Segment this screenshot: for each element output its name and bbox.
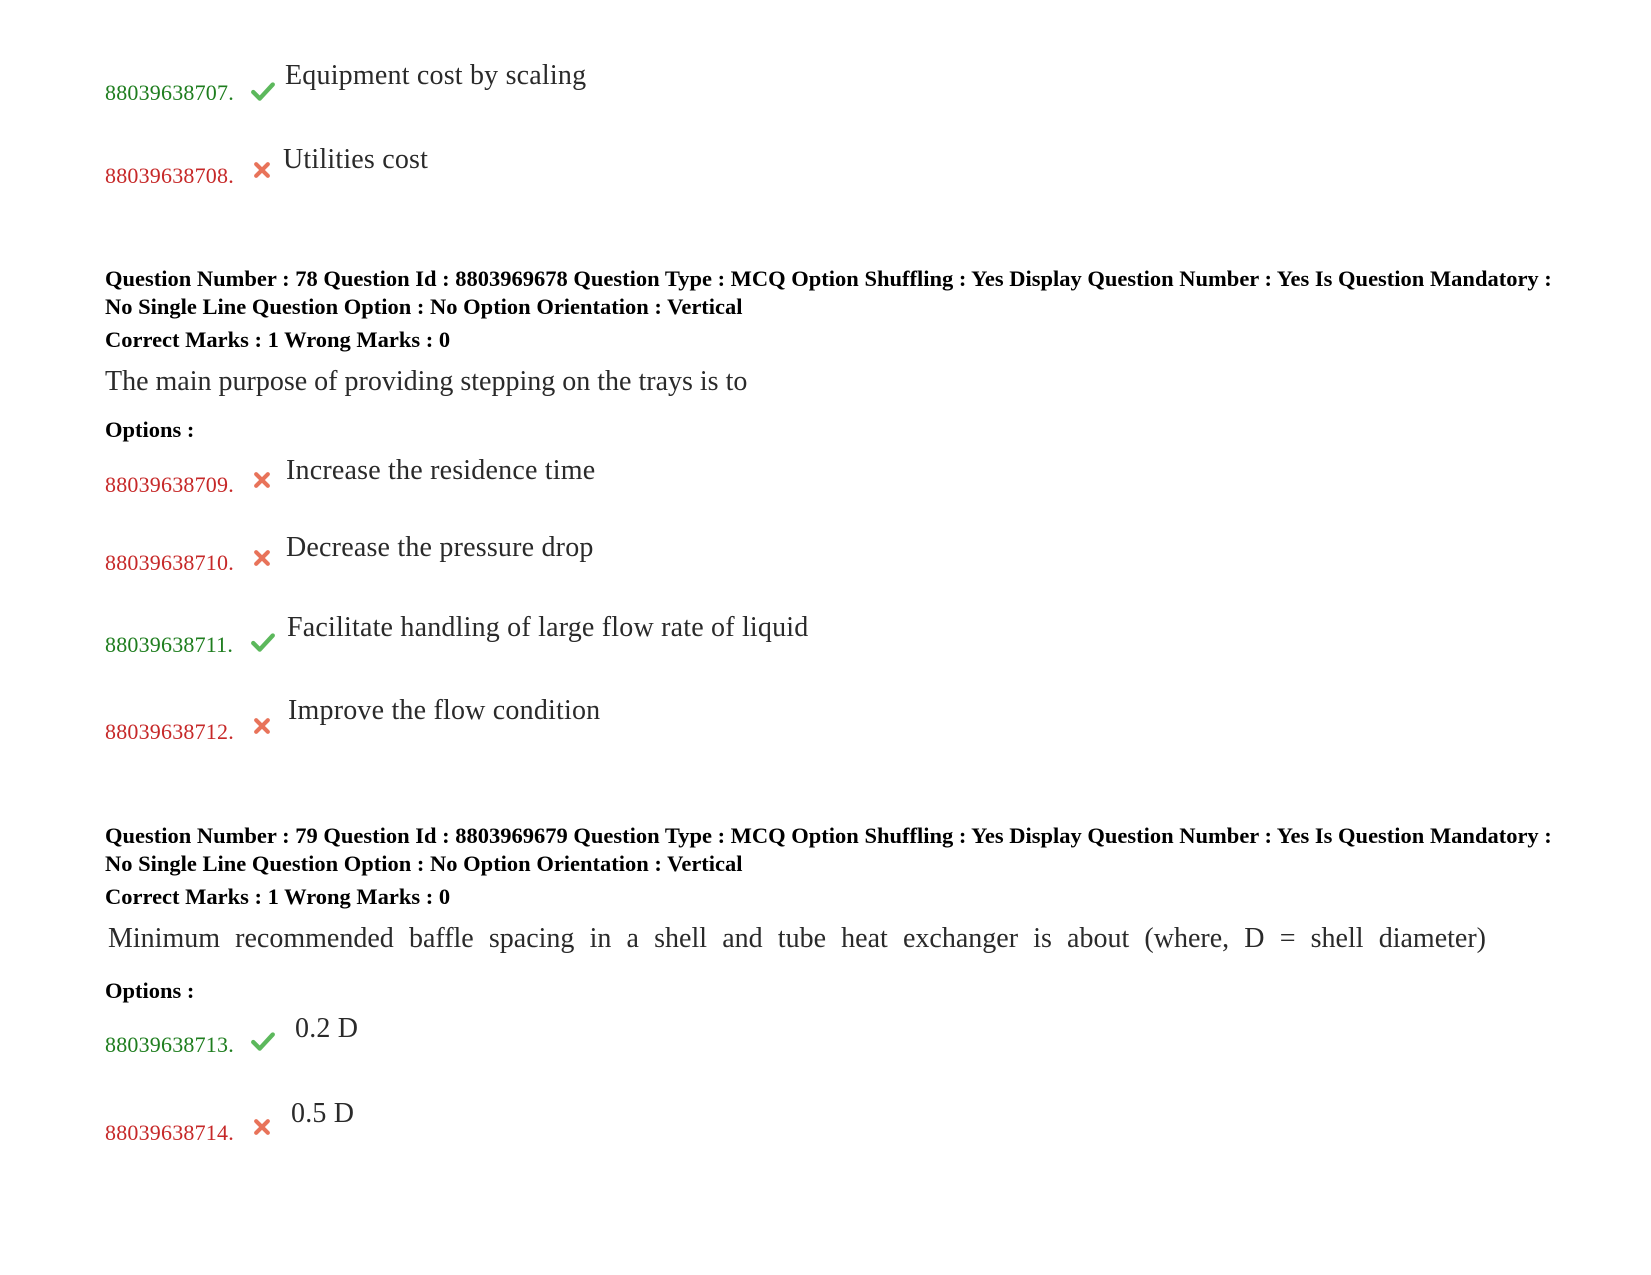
cross-icon <box>252 160 272 180</box>
check-icon <box>250 1028 276 1054</box>
option-text: Improve the flow condition <box>288 695 601 726</box>
check-icon <box>250 629 276 655</box>
cross-icon <box>252 1117 272 1137</box>
check-icon <box>250 78 276 104</box>
option-id: 88039638710. <box>105 550 234 575</box>
question-marks: Correct Marks : 1 Wrong Marks : 0 <box>105 327 451 352</box>
question-marks: Correct Marks : 1 Wrong Marks : 0 <box>105 884 451 909</box>
option-text: Utilities cost <box>283 144 429 175</box>
option-text: Decrease the pressure drop <box>286 532 594 563</box>
option-id: 88039638709. <box>105 472 234 497</box>
option-id: 88039638711. <box>105 632 234 657</box>
cross-icon <box>252 716 272 736</box>
cross-icon <box>252 470 272 490</box>
option-text: Facilitate handling of large flow rate of liquid <box>287 612 809 643</box>
question-meta: Question Number : 78 Question Id : 8803969678 Question Type : MCQ Option Shuffling : Yes Display Question Number : Yes Is Question Mandatory : No Single Line Question Option : No Option Orientation : Vertical <box>105 266 1552 319</box>
question-text: Minimum recommended baffle spacing in a shell and tube heat exchanger is about (where, D = shell diameter) <box>108 923 1486 954</box>
option-id: 88039638712. <box>105 719 234 744</box>
cross-icon <box>252 548 272 568</box>
question-text: The main purpose of providing stepping on the trays is to <box>105 366 748 397</box>
question-meta: Question Number : 79 Question Id : 8803969679 Question Type : MCQ Option Shuffling : Yes Display Question Number : Yes Is Question Mandatory : No Single Line Question Option : No Option Orientation : Vertical <box>105 823 1552 876</box>
options-label: Options : <box>105 978 195 1003</box>
option-text: Equipment cost by scaling <box>285 60 587 91</box>
options-label: Options : <box>105 417 195 442</box>
option-text: 0.2 D <box>295 1013 359 1044</box>
option-id: 88039638713. <box>105 1032 234 1057</box>
option-id: 88039638714. <box>105 1120 234 1145</box>
option-id: 88039638707. <box>105 80 234 105</box>
option-id: 88039638708. <box>105 163 234 188</box>
option-text: Increase the residence time <box>286 455 596 486</box>
option-text: 0.5 D <box>291 1098 355 1129</box>
